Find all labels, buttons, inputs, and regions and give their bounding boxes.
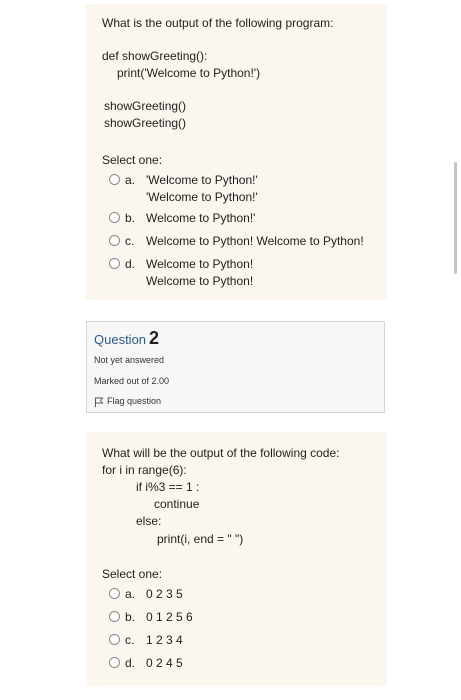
code-line: print('Welcome to Python!') xyxy=(117,66,261,80)
flag-question-link[interactable] xyxy=(94,396,161,407)
option-text: Welcome to Python! Welcome to Python! xyxy=(146,234,364,248)
option-text: 0 2 3 5 xyxy=(146,587,183,601)
option-text: 'Welcome to Python!' xyxy=(146,173,258,187)
option-letter: c. xyxy=(125,633,135,647)
question-3-prompt: What will be the output of the following code: xyxy=(102,446,340,460)
question-number: 2 xyxy=(149,328,160,348)
select-one-label: Select one: xyxy=(102,567,163,581)
option-letter: b. xyxy=(125,610,136,624)
option-letter: c. xyxy=(125,234,135,248)
radio-circle-icon[interactable] xyxy=(109,611,120,622)
question-label: Question xyxy=(94,332,147,347)
code-line: def showGreeting(): xyxy=(102,49,208,63)
radio-circle-icon[interactable] xyxy=(109,588,120,599)
code-line: if i%3 == 1 : xyxy=(136,480,200,494)
option-text: Welcome to Python! xyxy=(146,257,254,271)
question-1-prompt: What is the output of the following program: xyxy=(102,16,334,30)
radio-circle-icon[interactable] xyxy=(109,212,120,223)
radio-circle-icon[interactable] xyxy=(109,235,120,246)
flag-question-label[interactable]: Flag question xyxy=(107,396,162,406)
code-line: showGreeting() xyxy=(104,116,187,130)
question-1-card xyxy=(86,4,387,300)
option-text: 0 1 2 5 6 xyxy=(146,610,193,624)
option-letter: a. xyxy=(125,173,136,187)
option-letter: d. xyxy=(125,257,136,271)
radio-circle-icon[interactable] xyxy=(109,258,120,269)
code-line: continue xyxy=(154,497,200,511)
scrollbar[interactable] xyxy=(454,162,457,274)
question-info-panel xyxy=(86,321,385,413)
option-text: Welcome to Python! xyxy=(146,274,254,288)
question-heading xyxy=(94,328,159,349)
radio-circle-icon[interactable] xyxy=(109,634,120,645)
code-line: print(i, end = " ") xyxy=(157,532,244,546)
option-letter: b. xyxy=(125,211,136,225)
option-letter: d. xyxy=(125,656,136,670)
code-line: else: xyxy=(136,514,162,528)
code-line: for i in range(6): xyxy=(102,463,187,477)
question-3-card xyxy=(86,432,387,686)
question-grade: Marked out of 2.00 xyxy=(94,376,170,386)
option-text: Welcome to Python!' xyxy=(146,211,256,225)
flag-icon[interactable] xyxy=(94,397,104,407)
question-status: Not yet answered xyxy=(94,355,165,365)
select-one-label: Select one: xyxy=(102,153,163,167)
option-letter: a. xyxy=(125,587,136,601)
option-text: 0 2 4 5 xyxy=(146,656,183,670)
option-text: 1 2 3 4 xyxy=(146,633,183,647)
code-line: showGreeting() xyxy=(104,99,187,113)
option-text: 'Welcome to Python!' xyxy=(146,190,258,204)
radio-circle-icon[interactable] xyxy=(109,657,120,668)
radio-circle-icon[interactable] xyxy=(109,174,120,185)
